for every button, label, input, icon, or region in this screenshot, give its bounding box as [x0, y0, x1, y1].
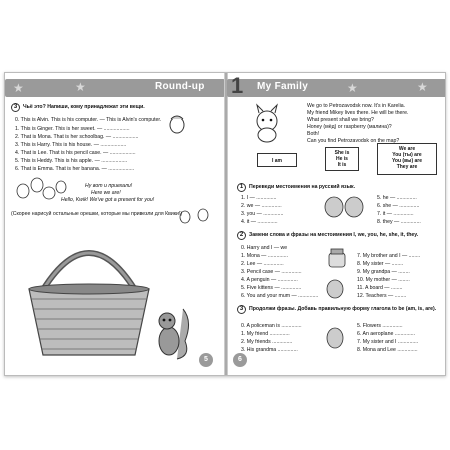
ex3-item: 6. An aeroplane ..............: [357, 331, 415, 337]
ex2-item: 0. Harry and I — we: [241, 245, 288, 251]
ex2-item: 11. A board — ........: [357, 285, 403, 291]
ex3-item: 5. Flowers ..............: [357, 323, 403, 329]
intro-line: We go to Petrozavodsk now. It's in Karelia.: [307, 103, 406, 109]
unit-number: 1: [231, 73, 244, 98]
ex1-item: 4. it — ..............: [241, 219, 278, 225]
exercise-instruction: Продолжи фразы. Добавь правильную форму глагола to be (am, is, are).: [249, 306, 437, 312]
left-banner: [5, 79, 225, 97]
ex3-item: 7. My sister and I ..............: [357, 339, 419, 345]
ex1-item: 8. they — ..............: [377, 219, 421, 225]
ex3-item: 3. His grandma ..............: [241, 347, 298, 353]
star-icon: ★: [417, 80, 428, 94]
exercise-number: 3: [237, 305, 246, 314]
item-line: 5. This is Heddy. This is his apple. — ..................: [15, 158, 128, 164]
exercise-instruction: Чьё это? Напиши, кому принадлежат эти вещи.: [23, 104, 145, 110]
page-number: 6: [233, 353, 247, 367]
ex2-item: 2. Lee — ..............: [241, 261, 284, 267]
intro-line: Both!: [307, 131, 320, 137]
intro-line: My friend Mikey lives there. He will be there.: [307, 110, 409, 116]
pronoun-box: I am: [257, 153, 297, 167]
exercise-number: 1: [237, 183, 246, 192]
ex2-item: 7. My brother and I — ........: [357, 253, 421, 259]
exercise-number: 3: [11, 103, 20, 112]
drawing-note: (Скорее нарисуй остальные орешки, которые мы привезли для Квики!): [11, 211, 183, 217]
ex1-item: 6. she — ..............: [377, 203, 420, 209]
right-banner: [227, 79, 446, 97]
basket-illustration: [19, 223, 159, 363]
exercise-instruction: Переведи местоимения на русский язык.: [249, 184, 356, 190]
raspberry-icon: [323, 325, 347, 351]
raspberry-icon: [323, 277, 347, 299]
ex1-item: 2. we — ..............: [241, 203, 282, 209]
ex3-item: 1. My friend ..............: [241, 331, 290, 337]
greeting-ru: Ну вот и приехали!: [85, 183, 133, 189]
example-line: 0. This is Alvin. This is his computer. — This is Alvin's computer.: [15, 117, 162, 123]
item-line: 3. This is Harry. This is his house. — ..................: [15, 142, 127, 148]
intro-line: Honey (мёд) or raspberry (малина)?: [307, 124, 392, 130]
raspberry-icon: [322, 191, 366, 219]
ex2-item: 5. Five kittens — ..............: [241, 285, 302, 291]
ex2-item: 9. My grandpa — ........: [357, 269, 410, 275]
ex1-item: 3. you — ..............: [241, 211, 284, 217]
greeting-en-2: Hello, Kwik! We've got a present for you!: [61, 197, 155, 203]
item-line: 6. That is Emma. That is her banana. — ..................: [15, 166, 135, 172]
star-icon: ★: [75, 80, 86, 94]
intro-line: What present shall we bring?: [307, 117, 374, 123]
ex1-item: 7. it — ..............: [377, 211, 414, 217]
ex2-item: 1. Mona — ..............: [241, 253, 288, 259]
star-icon: ★: [13, 81, 24, 95]
page-number: 5: [199, 353, 213, 367]
ex2-item: 8. My sister — ........: [357, 261, 404, 267]
ex2-item: 4. A penguin — ..............: [241, 277, 298, 283]
nut-icon: [165, 111, 189, 135]
honey-jar-icon: [325, 247, 349, 269]
ex2-item: 6. You and your mum — ..............: [241, 293, 319, 299]
left-banner-title: Round-up: [155, 81, 205, 92]
ex2-item: 3. Pencil case — ..............: [241, 269, 302, 275]
item-line: 4. That is Lee. That is his pencil case. — ..................: [15, 150, 136, 156]
ex1-item: 1. I — ..............: [241, 195, 277, 201]
star-icon: ★: [347, 81, 358, 95]
book-spread: [4, 72, 446, 376]
exercise-instruction: Замени слова и фразы на местоимения I, we, you, he, she, it, they.: [249, 232, 419, 238]
right-page: [227, 73, 446, 376]
ex2-item: 10. My mother — ........: [357, 277, 410, 283]
item-line: 2. That is Mona. That is her schoolbag. — ..................: [15, 134, 139, 140]
ex2-item: 12. Teachers — ........: [357, 293, 407, 299]
intro-line: Can you find Petrozavodsk on the map?: [307, 138, 400, 144]
pronoun-box: We are You (ты) are You (вы) are They are: [377, 143, 437, 175]
cat-illustration: [247, 103, 287, 143]
ex1-item: 5. he — ..............: [377, 195, 417, 201]
item-line: 1. This is Ginger. This is her sweet. — ..................: [15, 126, 130, 132]
exercise-number: 2: [237, 231, 246, 240]
ex3-item: 8. Mona and Lee ..............: [357, 347, 418, 353]
greeting-en-1: Here we are!: [91, 190, 121, 196]
ex3-item: 0. A policeman is ..............: [241, 323, 302, 329]
right-banner-title: My Family: [257, 81, 309, 92]
left-page: [5, 73, 225, 376]
pronoun-box: She is He is It is: [325, 147, 359, 171]
squirrel-illustration: [153, 301, 193, 361]
ex3-item: 2. My friends ..............: [241, 339, 293, 345]
